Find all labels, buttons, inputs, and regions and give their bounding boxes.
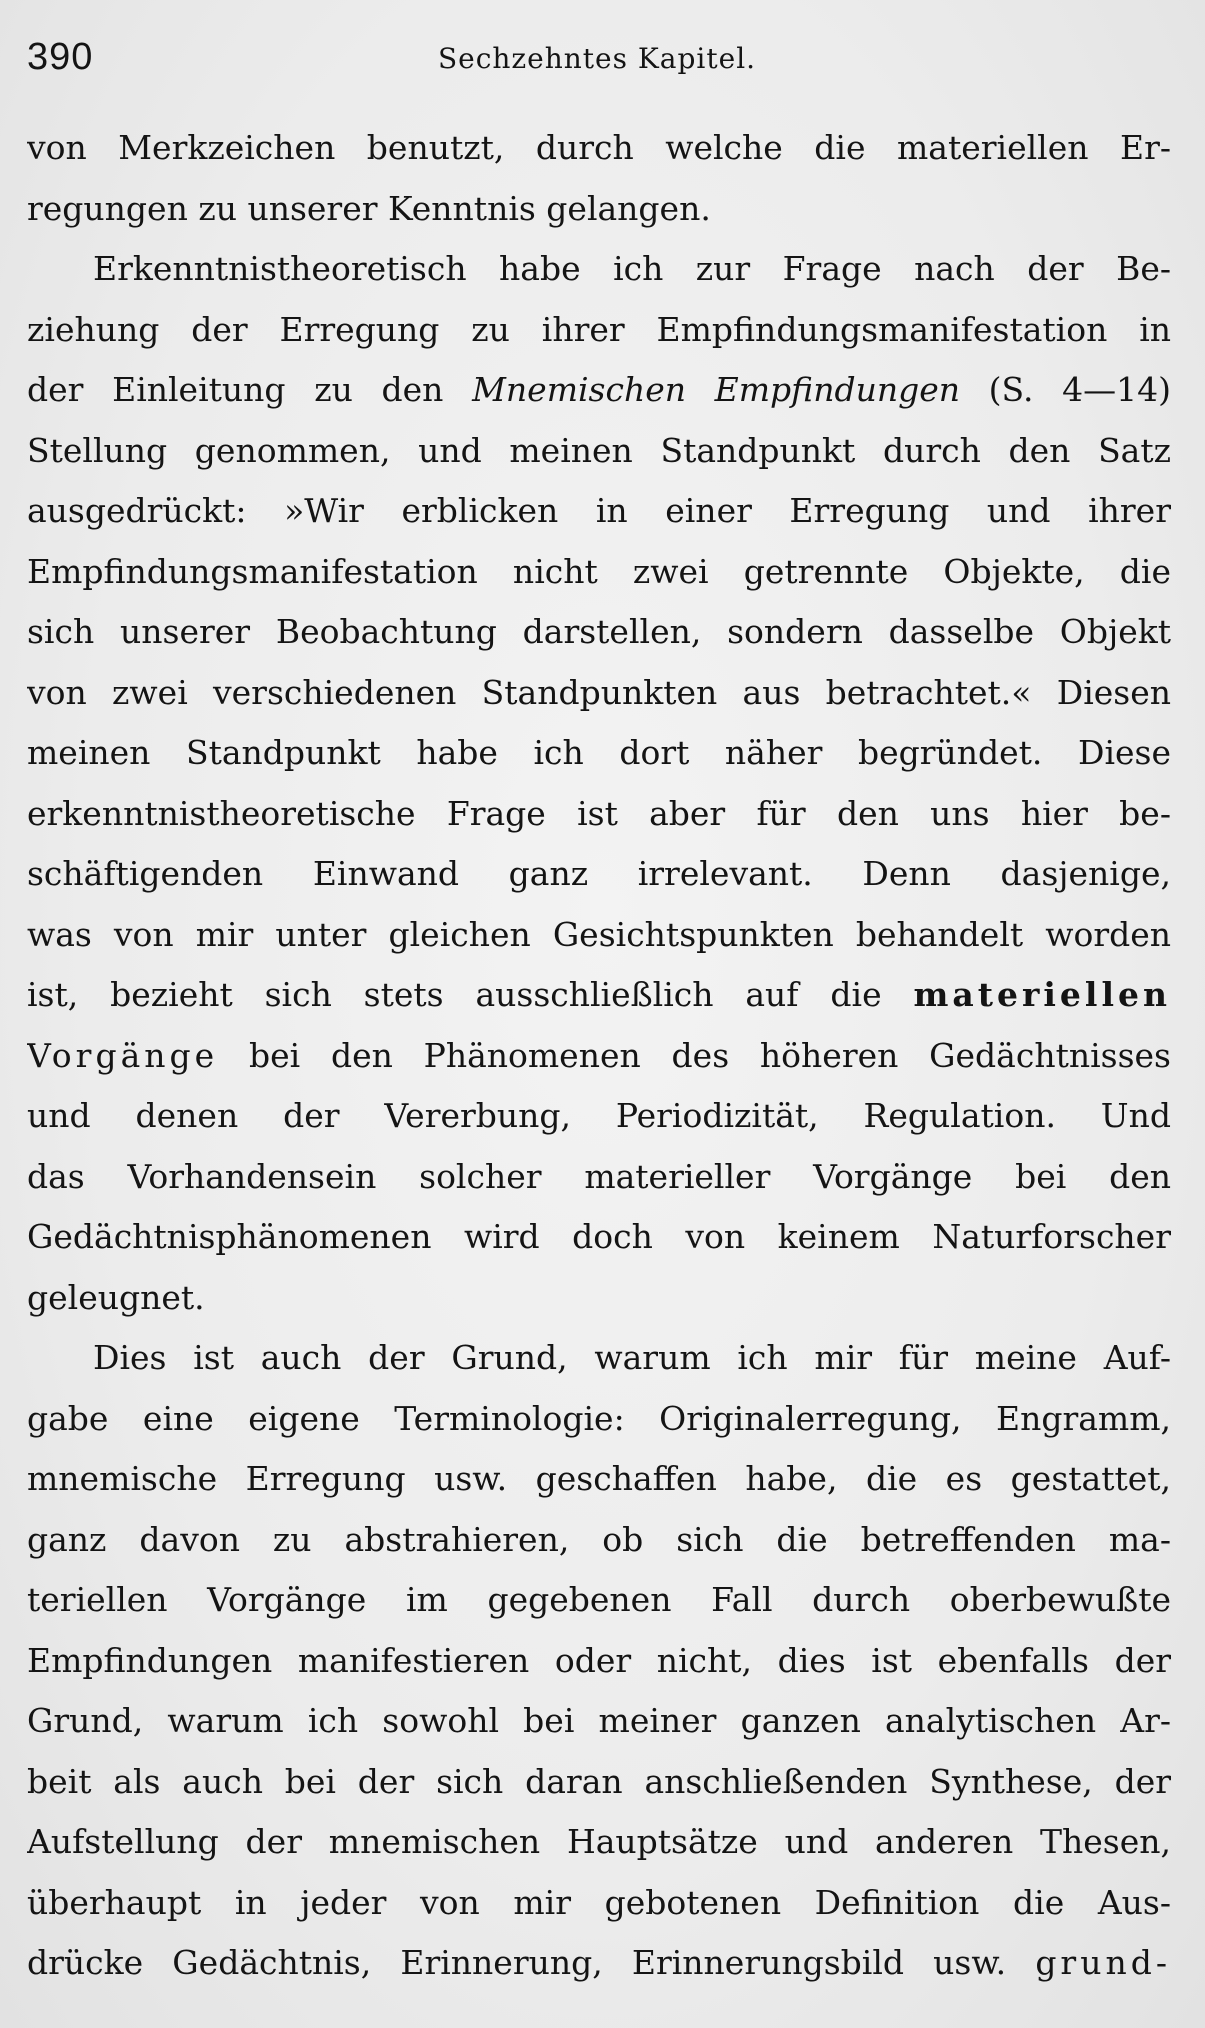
emphasized-word: grund-: [1035, 1943, 1171, 1982]
text-line: Erkenntnistheoretisch habe ich zur Frage nach der Be-: [93, 249, 1171, 288]
text-line: meinen Standpunkt habe ich dort näher begründet. Diese: [27, 733, 1171, 772]
text-line: ausgedrückt: »Wir erblicken in einer Erregung und ihrer: [27, 491, 1171, 530]
text-line: Grund, warum ich sowohl bei meiner ganzen analytischen Ar-: [27, 1701, 1171, 1740]
body-text: [27, 118, 1171, 1994]
text-line: erkenntnistheoretische Frage ist aber für den uns hier be-: [27, 793, 1171, 833]
text-line: und denen der Vererbung, Periodizität, Regulation. Und: [27, 1096, 1171, 1135]
text-line: [27, 965, 1171, 1026]
text-line: Empfindungen manifestieren oder nicht, dies ist ebenfalls der: [27, 1640, 1171, 1680]
text-line: Gedächtnisphänomenen wird doch von keinem Naturforscher: [27, 1217, 1171, 1256]
text-line: Aufstellung der mnemischen Hauptsätze und anderen Thesen,: [27, 1822, 1171, 1861]
text-span: drücke Gedächtnis, Erinnerung, Erinnerungsbild usw.: [27, 1943, 1036, 1982]
text-line: [27, 360, 1171, 421]
text-line: Stellung genommen, und meinen Standpunkt durch den Satz: [27, 430, 1171, 470]
text-line: geleugnet.: [27, 1277, 205, 1317]
text-line: Empfindungsmanifestation nicht zwei getrennte Objekte, die: [27, 551, 1171, 591]
text-line: schäftigenden Einwand ganz irrelevant. Denn dasjenige,: [27, 854, 1171, 893]
text-line: Dies ist auch der Grund, warum ich mir für meine Auf-: [93, 1338, 1171, 1377]
text-span: ist, bezieht sich stets ausschließlich auf die: [27, 975, 914, 1014]
emphasized-word: materiellen: [913, 975, 1171, 1014]
text-line: beit als auch bei der sich daran anschließenden Synthese, der: [27, 1761, 1171, 1801]
page-number: 390: [27, 36, 94, 78]
text-line: was von mir unter gleichen Gesichtspunkten behandelt worden: [27, 914, 1171, 954]
running-head: Sechzehntes Kapitel.: [437, 42, 757, 75]
text-line: gabe eine eigene Terminologie: Originalerregung, Engramm,: [27, 1398, 1171, 1438]
emphasized-word: Vorgänge: [27, 1035, 219, 1075]
page-header: [27, 30, 1167, 90]
book-title: Mnemischen Empfindungen: [472, 370, 960, 409]
text-line: sich unserer Beobachtung darstellen, sondern dasselbe Objekt: [27, 612, 1171, 651]
text-line: das Vorhandensein solcher materieller Vorgänge bei den: [27, 1156, 1171, 1196]
text-line: [27, 1933, 1171, 1994]
text-line: ziehung der Erregung zu ihrer Empfindungsmanifestation in: [27, 309, 1171, 349]
text-line: teriellen Vorgänge im gegebenen Fall durch oberbewußte: [27, 1580, 1171, 1619]
text-span: der Einleitung zu den: [27, 370, 473, 409]
text-line: ganz davon zu abstrahieren, ob sich die betreffenden ma-: [27, 1519, 1171, 1559]
text-span: bei den Phänomenen des höheren Gedächtnisses: [218, 1035, 1171, 1075]
page-reference: (S. 4—14): [959, 370, 1171, 409]
text-line: von zwei verschiedenen Standpunkten aus betrachtet.« Diesen: [27, 672, 1171, 712]
text-line: [27, 1026, 1171, 1087]
text-line: mnemische Erregung usw. geschaffen habe, die es gestattet,: [27, 1459, 1171, 1498]
text-line: von Merkzeichen benutzt, durch welche die materiellen Er-: [27, 128, 1171, 167]
text-line: regungen zu unserer Kenntnis gelangen.: [27, 188, 711, 228]
text-line: überhaupt in jeder von mir gebotenen Definition die Aus-: [27, 1882, 1171, 1922]
